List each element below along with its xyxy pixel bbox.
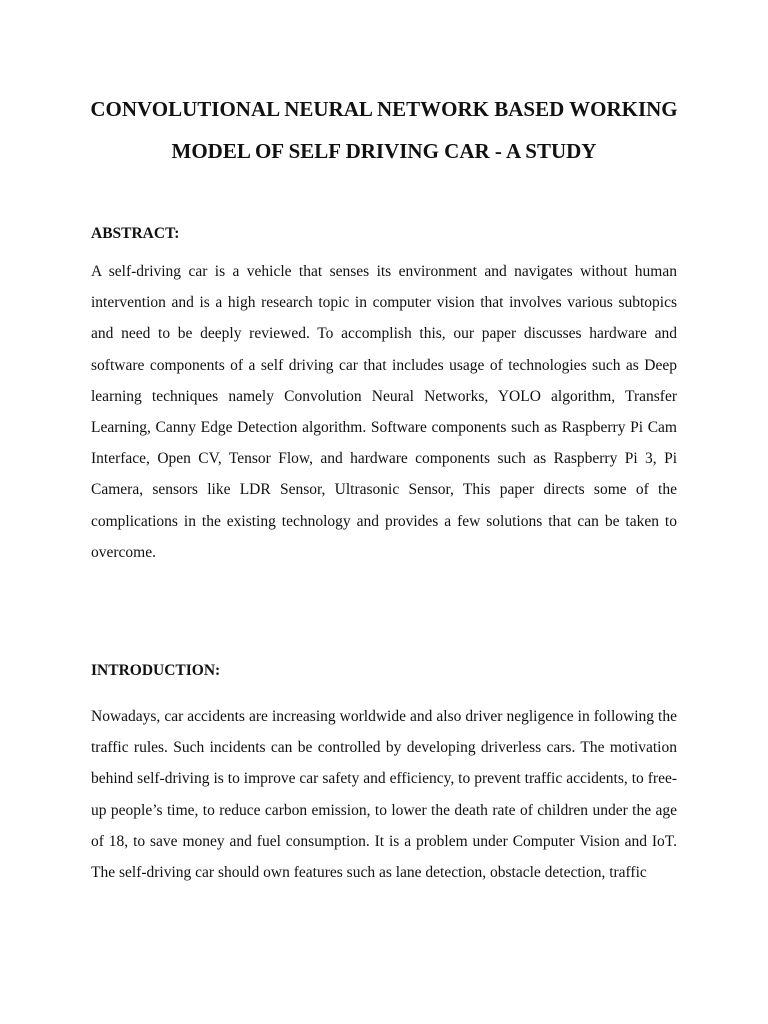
abstract-paragraph: A self-driving car is a vehicle that senses its environment and navigates without human intervention and is a high research topic in computer vision that involves various subtopics and need to be deeply reviewed. To accomplish this, our paper discusses hardware and software components of a self driving car that includes usage of technologies such as Deep learning techniques namely Convolution Neural Networks, YOLO algorithm, Transfer Learning, Canny Edge Detection algorithm. Software components such as Raspberry Pi Cam Interface, Open CV, Tensor Flow, and hardware components such as Raspberry Pi 3, Pi Camera, sensors like LDR Sensor, Ultrasonic Sensor, This paper directs some of the complications in the existing technology and provides a few solutions that can be taken to overcome.: [91, 263, 677, 561]
introduction-paragraph: Nowadays, car accidents are increasing worldwide and also driver negligence in following the traffic rules. Such incidents can be controlled by developing driverless cars. The motivation behind self-driving is to improve car safety and efficiency, to prevent traffic accidents, to free-up people’s time, to reduce carbon emission, to lower the death rate of children under the age of 18, to save money and fuel consumption. It is a problem under Computer Vision and IoT. The self-driving car should own features such as lane detection, obstacle detection, traffic: [91, 708, 677, 882]
paper-title: CONVOLUTIONAL NEURAL NETWORK BASED WORKING MODEL OF SELF DRIVING CAR - A STUDY: [90, 97, 678, 163]
abstract-heading: ABSTRACT:: [91, 225, 180, 242]
introduction-heading: INTRODUCTION:: [91, 662, 221, 679]
